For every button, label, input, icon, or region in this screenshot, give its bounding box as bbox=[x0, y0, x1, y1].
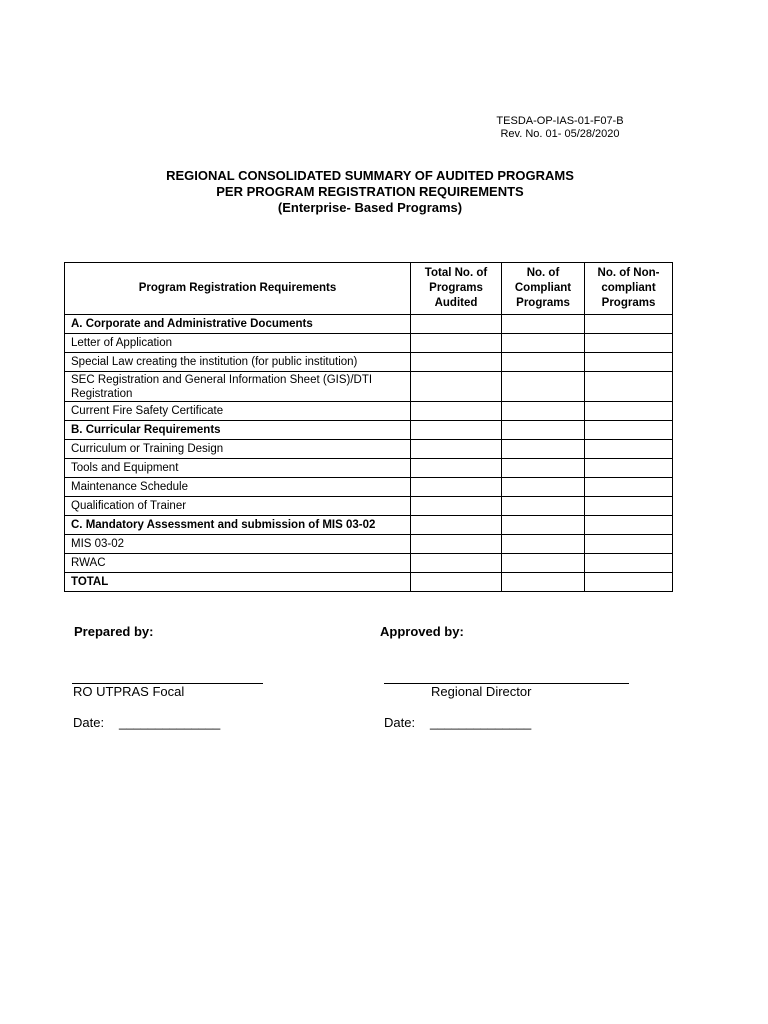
approved-date-field[interactable]: ______________ bbox=[430, 715, 532, 730]
compliant-cell[interactable] bbox=[502, 315, 585, 334]
non-compliant-cell[interactable] bbox=[585, 353, 673, 372]
non-compliant-cell[interactable] bbox=[585, 372, 673, 402]
table-row bbox=[65, 478, 673, 497]
total-audited-cell[interactable] bbox=[411, 440, 502, 459]
table-row bbox=[65, 535, 673, 554]
prepared-date-label: Date: bbox=[73, 715, 105, 730]
table-row bbox=[65, 554, 673, 573]
requirement-label: RWAC bbox=[65, 554, 411, 573]
approved-date-label: Date: bbox=[384, 715, 416, 730]
approved-by-label: Approved by: bbox=[380, 624, 464, 639]
non-compliant-cell[interactable] bbox=[585, 402, 673, 421]
non-compliant-cell[interactable] bbox=[585, 554, 673, 573]
requirement-label: Qualification of Trainer bbox=[65, 497, 411, 516]
total-audited-cell[interactable] bbox=[411, 554, 502, 573]
document-reference bbox=[480, 115, 640, 141]
section-label: TOTAL bbox=[65, 573, 411, 592]
form-code: TESDA-OP-IAS-01-F07-B bbox=[496, 115, 624, 127]
table-section-row bbox=[65, 573, 673, 592]
total-audited-cell[interactable] bbox=[411, 315, 502, 334]
requirement-label: SEC Registration and General Information Sheet (GIS)/DTI Registration bbox=[65, 372, 411, 402]
requirements-table bbox=[64, 262, 673, 592]
table-header-row bbox=[65, 263, 673, 315]
section-label: B. Curricular Requirements bbox=[65, 421, 411, 440]
total-audited-cell[interactable] bbox=[411, 573, 502, 592]
compliant-cell[interactable] bbox=[502, 554, 585, 573]
table-section-row bbox=[65, 516, 673, 535]
header-total-audited: Total No. of Programs Audited bbox=[411, 263, 502, 315]
total-audited-cell[interactable] bbox=[411, 402, 502, 421]
requirement-label: Special Law creating the institution (for public institution) bbox=[65, 353, 411, 372]
non-compliant-cell[interactable] bbox=[585, 497, 673, 516]
table-row bbox=[65, 402, 673, 421]
prepared-by-label: Prepared by: bbox=[74, 624, 154, 639]
compliant-cell[interactable] bbox=[502, 478, 585, 497]
approved-role: Regional Director bbox=[431, 684, 532, 699]
title-line-3: (Enterprise- Based Programs) bbox=[277, 200, 463, 215]
requirement-label: Current Fire Safety Certificate bbox=[65, 402, 411, 421]
non-compliant-cell[interactable] bbox=[585, 440, 673, 459]
table-section-row bbox=[65, 315, 673, 334]
total-audited-cell[interactable] bbox=[411, 372, 502, 402]
compliant-cell[interactable] bbox=[502, 497, 585, 516]
header-compliant: No. of Compliant Programs bbox=[502, 263, 585, 315]
requirement-label: Maintenance Schedule bbox=[65, 478, 411, 497]
compliant-cell[interactable] bbox=[502, 402, 585, 421]
section-label: A. Corporate and Administrative Documents bbox=[65, 315, 411, 334]
non-compliant-cell[interactable] bbox=[585, 516, 673, 535]
total-audited-cell[interactable] bbox=[411, 459, 502, 478]
compliant-cell[interactable] bbox=[502, 573, 585, 592]
non-compliant-cell[interactable] bbox=[585, 421, 673, 440]
compliant-cell[interactable] bbox=[502, 334, 585, 353]
total-audited-cell[interactable] bbox=[411, 334, 502, 353]
prepared-role: RO UTPRAS Focal bbox=[73, 684, 185, 699]
title-line-2: PER PROGRAM REGISTRATION REQUIREMENTS bbox=[216, 184, 524, 199]
non-compliant-cell[interactable] bbox=[585, 478, 673, 497]
total-audited-cell[interactable] bbox=[411, 516, 502, 535]
table-row bbox=[65, 334, 673, 353]
total-audited-cell[interactable] bbox=[411, 535, 502, 554]
requirement-label: Curriculum or Training Design bbox=[65, 440, 411, 459]
requirement-label: Letter of Application bbox=[65, 334, 411, 353]
total-audited-cell[interactable] bbox=[411, 497, 502, 516]
table-body bbox=[65, 315, 673, 592]
header-requirements: Program Registration Requirements bbox=[65, 263, 411, 315]
table-row bbox=[65, 372, 673, 402]
total-audited-cell[interactable] bbox=[411, 421, 502, 440]
table-section-row bbox=[65, 421, 673, 440]
prepared-date-field[interactable]: ______________ bbox=[119, 715, 221, 730]
compliant-cell[interactable] bbox=[502, 516, 585, 535]
table-row bbox=[65, 497, 673, 516]
non-compliant-cell[interactable] bbox=[585, 334, 673, 353]
header-non-compliant: No. of Non-compliant Programs bbox=[585, 263, 673, 315]
table-row bbox=[65, 459, 673, 478]
table-row bbox=[65, 440, 673, 459]
compliant-cell[interactable] bbox=[502, 421, 585, 440]
document-title bbox=[0, 168, 740, 216]
compliant-cell[interactable] bbox=[502, 535, 585, 554]
non-compliant-cell[interactable] bbox=[585, 535, 673, 554]
requirement-label: MIS 03-02 bbox=[65, 535, 411, 554]
total-audited-cell[interactable] bbox=[411, 353, 502, 372]
table-row bbox=[65, 353, 673, 372]
requirement-label: Tools and Equipment bbox=[65, 459, 411, 478]
non-compliant-cell[interactable] bbox=[585, 459, 673, 478]
revision-number: Rev. No. 01- 05/28/2020 bbox=[500, 128, 620, 140]
title-line-1: REGIONAL CONSOLIDATED SUMMARY OF AUDITED PROGRAMS bbox=[166, 168, 574, 183]
compliant-cell[interactable] bbox=[502, 353, 585, 372]
non-compliant-cell[interactable] bbox=[585, 573, 673, 592]
section-label: C. Mandatory Assessment and submission of MIS 03-02 bbox=[65, 516, 411, 535]
compliant-cell[interactable] bbox=[502, 440, 585, 459]
non-compliant-cell[interactable] bbox=[585, 315, 673, 334]
compliant-cell[interactable] bbox=[502, 372, 585, 402]
compliant-cell[interactable] bbox=[502, 459, 585, 478]
total-audited-cell[interactable] bbox=[411, 478, 502, 497]
